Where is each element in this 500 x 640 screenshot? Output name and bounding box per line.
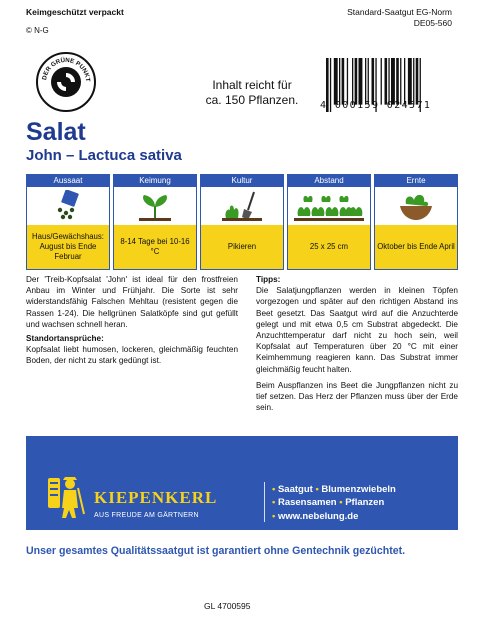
harvest-bowl-icon <box>375 187 457 225</box>
footer-divider <box>264 482 265 522</box>
icon-head: Kultur <box>201 175 283 187</box>
barcode-number: 4 000159 024571 <box>320 100 432 111</box>
tips-paragraph-2: Beim Auspflanzen ins Beet die Jungpflanzen nicht zu tief setzen. Das Herz der Pflanzen muss über der Erde sein. <box>256 380 458 413</box>
barcode-bar <box>404 58 405 105</box>
tips-heading: Tipps: <box>256 275 281 284</box>
brand-logo <box>38 482 238 522</box>
icon-head: Aussaat <box>27 175 109 187</box>
barcode-bar <box>416 58 419 105</box>
barcode-bar <box>368 58 369 105</box>
icon-col-kultur <box>200 174 284 270</box>
product-subtitle: John – Lactuca sativa <box>26 147 182 164</box>
standard-label: Standard-Saatgut EG-Norm <box>347 7 452 17</box>
icon-head: Keimung <box>114 175 196 187</box>
barcode-bar <box>385 58 388 105</box>
contents-line2: ca. 150 Pflanzen. <box>205 93 299 107</box>
website-link[interactable]: • www.nebelung.de <box>272 511 359 522</box>
barcode-bar <box>342 58 345 105</box>
icon-text: 8-14 Tage bei 10-16 °C <box>114 225 196 269</box>
icon-head: Ernte <box>375 175 457 187</box>
barcode-bar <box>347 58 348 105</box>
svg-text:DER GRÜNE PUNKT <box>41 57 91 82</box>
soil-text: Kopfsalat liebt humosen, lockeren, gleichmäßig feuchten Boden, der nicht zu stark gedüngt ist. <box>26 345 238 366</box>
icon-col-keimung <box>113 174 197 270</box>
description-intro: Der 'Treib-Kopfsalat 'John' ist ideal für den frostfreien Anbau im Winter und Frühjahr. Die Sorte ist sehr widerstandsfähig Falschen Mehltau (resistent gegen die Rassen 1-24). Die hellgrünen Salatköpfe sind gut gefüllt und wachsen schnell heran. <box>26 275 238 329</box>
barcode-bar <box>408 58 412 105</box>
seedling-icon <box>114 187 196 225</box>
icon-text: Oktober bis Ende April <box>375 225 457 269</box>
barcode-bar <box>391 58 395 105</box>
barcode-bar <box>339 58 340 105</box>
barcode-bar <box>388 58 389 105</box>
barcode-bar <box>372 58 375 105</box>
icon-head: Abstand <box>288 175 370 187</box>
soil-heading: Standortansprüche: <box>26 334 104 344</box>
brand-name: KIEPENKERL <box>94 488 218 507</box>
icon-text: Haus/Gewächshaus: August bis Ende Februar <box>27 225 109 269</box>
barcode-bar <box>396 58 399 105</box>
article-number: GL 4700595 <box>204 601 251 611</box>
gruener-punkt-text: DER GRÜNE PUNKT <box>41 56 92 82</box>
spacing-icon <box>288 187 370 225</box>
barcode-bar <box>352 58 353 105</box>
tips-column <box>256 274 458 418</box>
icon-col-abstand <box>287 174 371 270</box>
tips-paragraph-1: Die Salatjungpflanzen werden in kleinen Töpfen vorgezogen und später auf den richtigen Abstand ins Beet gesetzt. Das Saatgut wird auf die Anzuchterde gelegt und mit etwa 0,5 cm Substrat abgedeckt. Die Anzuchttemperatur darf nicht zu hoch sein, weil Kopfsalat auf Temperaturen über 20 °C mit einer Keimhemmung reagieren kann. Das Substrat immer gleichmäßig feucht halten. <box>256 286 458 374</box>
brand-slogan: AUS FREUDE AM GÄRTNERN <box>94 512 199 519</box>
seed-packet-icon <box>27 187 109 225</box>
icon-text: 25 x 25 cm <box>288 225 370 269</box>
gruener-punkt-text-ring <box>38 54 94 110</box>
product-range-line2: • Rasensamen • Pflanzen <box>272 497 385 508</box>
gruener-punkt-icon <box>36 52 96 112</box>
barcode-bar <box>381 58 382 105</box>
product-range-line1: • Saatgut • Blumenzwiebeln <box>272 484 396 495</box>
barcode-bar <box>359 58 363 105</box>
product-title: Salat <box>26 118 86 146</box>
barcode-bar <box>400 58 401 105</box>
kiepenkerl-mascot-icon <box>44 474 88 520</box>
standard-info <box>347 7 452 29</box>
icon-text: Pikieren <box>201 225 283 269</box>
contents-note <box>172 78 332 108</box>
seed-packet-back <box>24 0 458 640</box>
brand-footer <box>26 436 458 530</box>
barcode-bar <box>413 58 414 105</box>
icon-col-aussaat <box>26 174 110 270</box>
gmo-free-guarantee: Unser gesamtes Qualitätssaatgut ist garantiert ohne Gentechnik gezüchtet. <box>26 545 406 557</box>
standard-code: DE05-560 <box>413 18 452 28</box>
spade-icon <box>201 187 283 225</box>
barcode-bar <box>334 58 338 105</box>
description-column <box>26 274 238 367</box>
barcode-bar <box>355 58 358 105</box>
product-range <box>272 483 396 509</box>
contents-line1: Inhalt reicht für <box>212 78 292 92</box>
icon-col-ernte <box>374 174 458 270</box>
ng-mark: © N-G <box>26 26 49 35</box>
cultivation-icons <box>26 174 458 270</box>
packaging-note: Keimgeschützt verpackt <box>26 7 124 17</box>
barcode-bar <box>365 58 366 105</box>
